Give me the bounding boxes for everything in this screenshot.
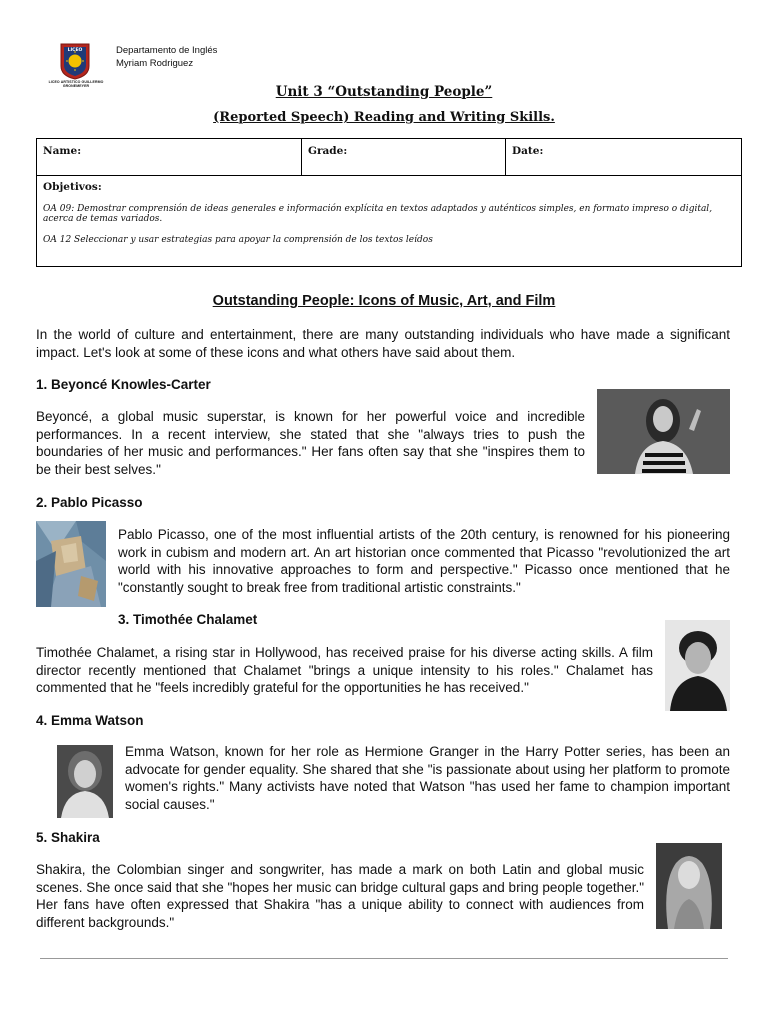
- name-field[interactable]: [37, 139, 302, 175]
- section-heading-picasso: 2. Pablo Picasso: [36, 495, 143, 510]
- section-text-picasso: Pablo Picasso, one of the most influential artists of the 20th century, is renowned for his pioneering work in cubism and modern art. An art historian once commented that Picasso "revolutionized the art world with his innovative approaches to form and perspective." Picasso once mentioned that he "constantly sought to break free from traditional artistic constraints.": [118, 527, 730, 595]
- unit-title: [0, 84, 768, 100]
- name-label: Name:: [43, 145, 82, 157]
- grade-label: Grade:: [308, 145, 348, 157]
- article-title: [0, 293, 768, 309]
- department-name: Departamento de Inglés: [116, 45, 218, 56]
- section-text-beyonce: Beyoncé, a global music superstar, is known for her powerful voice and incredible performances. In a recent interview, she stated that she "always tries to push the boundaries of her music and performances." Her fans often say that she "inspires them to be their best selves.": [36, 409, 585, 477]
- section-heading-shakira: 5. Shakira: [36, 830, 100, 845]
- objectives-label: Objetivos:: [43, 181, 102, 193]
- grade-field[interactable]: [302, 139, 506, 175]
- watson-photo: [57, 745, 113, 818]
- date-field[interactable]: [506, 139, 741, 175]
- logo-text: LICEO: [67, 48, 83, 53]
- objective-oa12: OA 12 Seleccionar y usar estrategias para apoyar la comprensión de los textos leídos: [43, 235, 433, 245]
- unit-title-text: Unit 3 “Outstanding People”: [275, 84, 493, 100]
- date-label: Date:: [512, 145, 544, 157]
- section-text-chalamet: Timothée Chalamet, a rising star in Hollywood, has received praise for his diverse acting skills. A film director recently mentioned that Chalamet "brings a unique intensity to his roles." Chalamet has commented that he "feels incredibly grateful for the opportunities he has received.": [36, 645, 653, 696]
- school-logo: [58, 42, 92, 80]
- section-heading-chalamet: 3. Timothée Chalamet: [118, 612, 258, 627]
- article-intro: In the world of culture and entertainment, there are many outstanding individuals who have made a significant impact. Let's look at some of these icons and what others have said about them.: [36, 327, 730, 360]
- logo-caption: LICEO ARTISTICO GUILLERMO GRONEMEYER: [48, 80, 104, 88]
- unit-subtitle-text: (Reported Speech) Reading and Writing Skills.: [213, 110, 555, 125]
- teacher-name: Myriam Rodriguez: [116, 58, 194, 69]
- section-heading-beyonce: 1. Beyoncé Knowles-Carter: [36, 377, 211, 392]
- section-text-watson: Emma Watson, known for her role as Hermione Granger in the Harry Potter series, has been an advocate for gender equality. She shared that she "is passionate about using her platform to promote women's rights." Many activists have noted that Watson "has used her fame to champion important social causes.": [125, 744, 730, 812]
- beyonce-photo: [597, 389, 730, 474]
- shakira-photo: [656, 843, 722, 929]
- chalamet-photo: [665, 620, 730, 711]
- student-info-box: [36, 138, 742, 267]
- footer-divider: [40, 958, 728, 959]
- student-info-row: [37, 139, 741, 176]
- objective-oa09: OA 09: Demostrar comprensión de ideas generales e información explícita en textos adaptados y auténticos simples, en formato impreso o digital, acerca de temas variados.: [43, 204, 713, 224]
- unit-subtitle: [0, 110, 768, 125]
- section-text-shakira: Shakira, the Colombian singer and songwriter, has made a mark on both Latin and global music scenes. She once said that she "hopes her music can bridge cultural gaps and bring people together." Her fans have often expressed that Shakira "has a unique ability to connect with audiences from different backgrounds.": [36, 862, 644, 930]
- department-header: [116, 44, 217, 70]
- section-heading-watson: 4. Emma Watson: [36, 713, 144, 728]
- article-title-text: Outstanding People: Icons of Music, Art, and Film: [212, 293, 556, 309]
- picasso-painting: [36, 521, 106, 607]
